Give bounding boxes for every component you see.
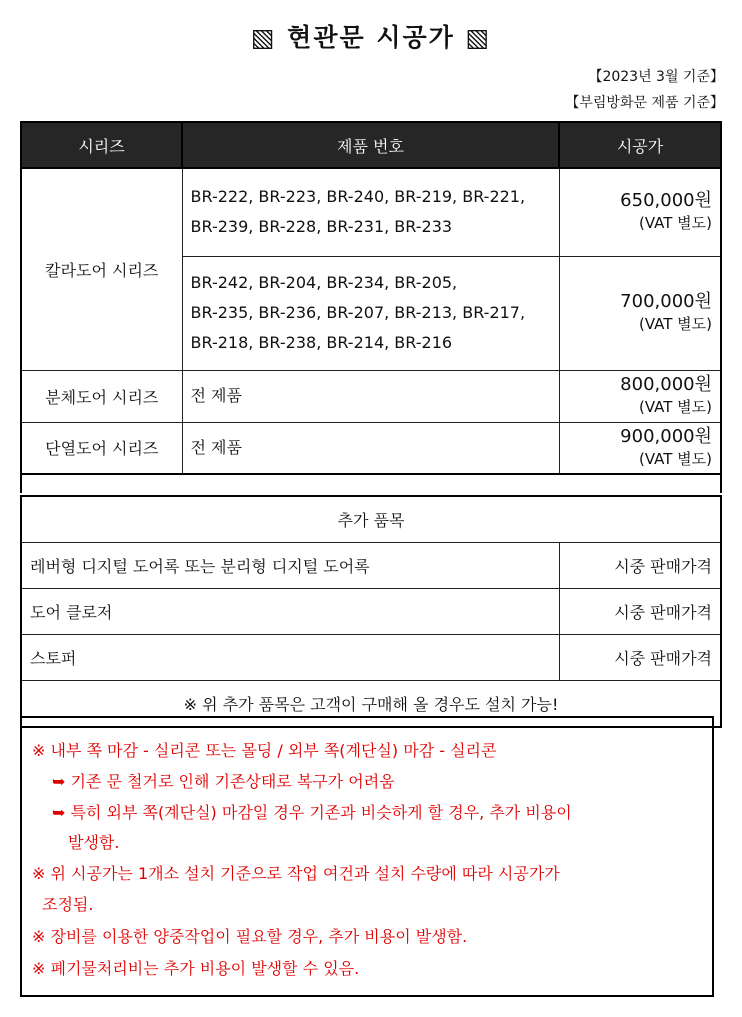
note-line: 조정됨. xyxy=(42,895,94,914)
extras-table xyxy=(20,495,722,728)
note-line: ※ 폐기물처리비는 추가 비용이 발생할 수 있음. xyxy=(32,959,360,978)
price-table xyxy=(20,121,722,475)
model-line: BR-218, BR-238, BR-214, BR-216 xyxy=(190,333,453,352)
vat-note: (VAT 별도) xyxy=(638,214,712,233)
page-title: ▧ 현관문 시공가 ▧ xyxy=(250,23,492,52)
price-value: 700,000원 xyxy=(620,291,712,312)
price-value: 800,000원 xyxy=(620,374,712,395)
header-price: 시공가 xyxy=(559,122,721,168)
table-row xyxy=(21,543,721,589)
extra-item-name: 레버형 디지털 도어록 또는 분리형 디지털 도어록 xyxy=(21,543,559,589)
note-line: ※ 내부 쪽 마감 - 실리콘 또는 몰딩 / 외부 쪽(계단실) 마감 - 실리콘 xyxy=(32,741,497,760)
basis-date: 【2023년 3월 기준】 xyxy=(588,69,724,85)
price-cell xyxy=(559,168,721,256)
model-line: BR-242, BR-204, BR-234, BR-205, xyxy=(190,273,458,292)
notes-box xyxy=(20,716,714,997)
series-name: 분체도어 시리즈 xyxy=(21,370,182,422)
model-list xyxy=(182,256,559,370)
header-model: 제품 번호 xyxy=(182,122,559,168)
table-row xyxy=(21,589,721,635)
model-line: BR-235, BR-236, BR-207, BR-213, BR-217, xyxy=(190,303,526,322)
vat-note: (VAT 별도) xyxy=(638,449,712,468)
table-spacer xyxy=(20,473,722,493)
note-line: ➥ 기존 문 철거로 인해 기존상태로 복구가 어려움 xyxy=(52,772,395,791)
extra-item-name: 도어 클로저 xyxy=(21,589,559,635)
price-value: 900,000원 xyxy=(620,425,712,447)
price-cell xyxy=(559,422,721,474)
table-row xyxy=(21,370,721,422)
price-cell xyxy=(559,256,721,370)
table-row xyxy=(21,635,721,681)
series-name: 단열도어 시리즈 xyxy=(21,422,182,474)
vat-note: (VAT 별도) xyxy=(638,398,712,416)
extras-title: 추가 품목 xyxy=(21,496,721,543)
price-table-header xyxy=(21,122,721,168)
note-line: ➥ 특히 외부 쪽(계단실) 마감일 경우 기존과 비슷하게 할 경우, 추가 비용이 xyxy=(52,803,572,822)
model-list xyxy=(182,168,559,256)
table-row xyxy=(21,168,721,256)
extra-item-name: 스토퍼 xyxy=(21,635,559,681)
extra-item-price: 시중 판매가격 xyxy=(559,635,721,681)
model-line: BR-239, BR-228, BR-231, BR-233 xyxy=(190,217,453,237)
model-list: 전 제품 xyxy=(182,422,559,474)
extras-title-row xyxy=(21,496,721,543)
model-line: BR-222, BR-223, BR-240, BR-219, BR-221, xyxy=(190,187,526,207)
model-list: 전 제품 xyxy=(182,370,559,422)
vat-note: (VAT 별도) xyxy=(638,315,712,333)
series-name: 칼라도어 시리즈 xyxy=(21,168,182,370)
note-line: 발생함. xyxy=(68,833,120,852)
price-value: 650,000원 xyxy=(620,190,712,212)
note-line: ※ 위 시공가는 1개소 설치 기준으로 작업 여건과 설치 수량에 따라 시공가가 xyxy=(32,864,560,883)
header-series: 시리즈 xyxy=(21,122,182,168)
extra-item-price: 시중 판매가격 xyxy=(559,543,721,589)
table-row xyxy=(21,422,721,474)
price-cell xyxy=(559,370,721,422)
extra-item-price: 시중 판매가격 xyxy=(559,589,721,635)
extras-note: ※ 위 추가 품목은 고객이 구매해 올 경우도 설치 가능! xyxy=(21,681,721,728)
basis-product: 【부림방화문 제품 기준】 xyxy=(565,95,724,111)
note-line: ※ 장비를 이용한 양중작업이 필요할 경우, 추가 비용이 발생함. xyxy=(32,927,468,946)
